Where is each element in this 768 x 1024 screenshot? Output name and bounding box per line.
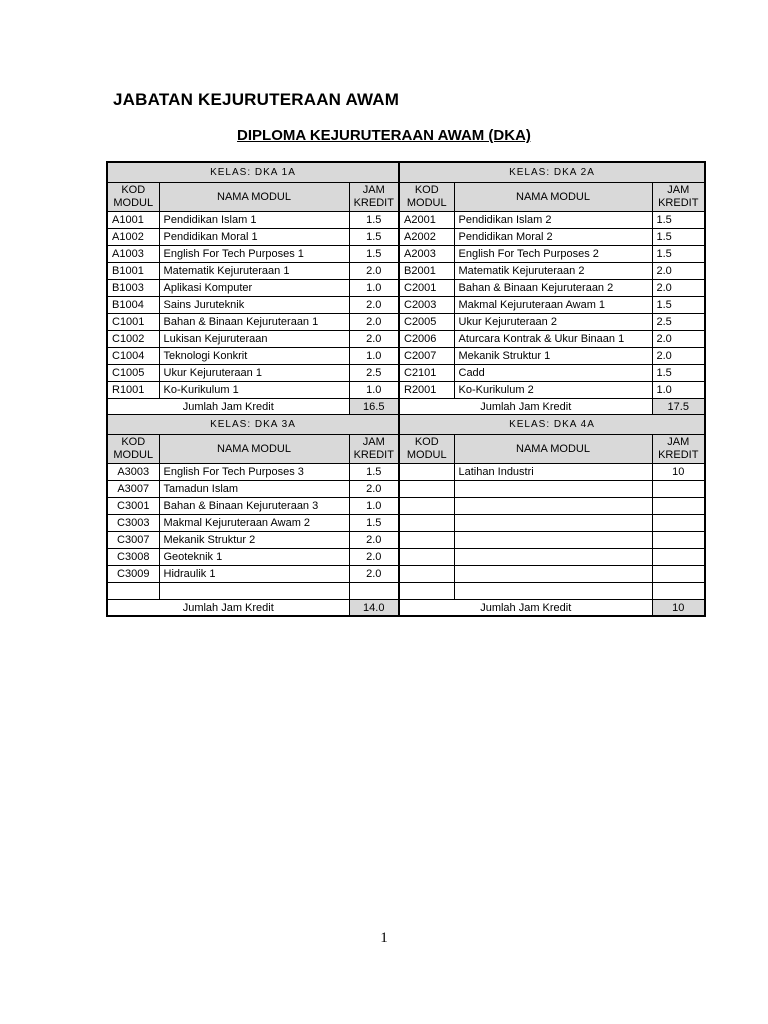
credit-hours: 2.0 xyxy=(349,532,399,549)
module-name: Tamadun Islam xyxy=(159,481,349,498)
total-label: Jumlah Jam Kredit xyxy=(107,399,349,415)
module-name: English For Tech Purposes 1 xyxy=(159,246,349,263)
module-code: B1004 xyxy=(107,297,159,314)
class-header-row xyxy=(107,415,705,435)
credit-hours xyxy=(652,532,705,549)
module-code: C2003 xyxy=(399,297,454,314)
module-name: Cadd xyxy=(454,365,652,382)
module-name: Mekanik Struktur 1 xyxy=(454,348,652,365)
module-name xyxy=(454,481,652,498)
table-row xyxy=(107,382,705,399)
module-name: Bahan & Binaan Kejuruteraan 3 xyxy=(159,498,349,515)
module-code: B1001 xyxy=(107,263,159,280)
module-name xyxy=(159,583,349,600)
module-code: R1001 xyxy=(107,382,159,399)
module-name: Makmal Kejuruteraan Awam 2 xyxy=(159,515,349,532)
jam-kredit-header: JAM KREDIT xyxy=(652,183,705,212)
module-name: Teknologi Konkrit xyxy=(159,348,349,365)
module-name xyxy=(454,583,652,600)
module-code: B2001 xyxy=(399,263,454,280)
table-row xyxy=(107,498,705,515)
module-name xyxy=(454,515,652,532)
column-header-row xyxy=(107,183,705,212)
credit-hours: 1.5 xyxy=(349,246,399,263)
jam-kredit-header: JAM KREDIT xyxy=(349,435,399,464)
module-code xyxy=(399,464,454,481)
total-credit-value: 16.5 xyxy=(349,399,399,415)
module-name: Pendidikan Islam 1 xyxy=(159,212,349,229)
jam-kredit-header: JAM KREDIT xyxy=(652,435,705,464)
credit-hours xyxy=(652,549,705,566)
module-code: A3007 xyxy=(107,481,159,498)
class-label: KELAS: DKA 1A xyxy=(107,162,399,183)
kod-modul-header: KOD MODUL xyxy=(107,435,159,464)
credit-hours: 1.0 xyxy=(349,280,399,297)
credit-hours: 1.0 xyxy=(349,498,399,515)
total-credit-value: 17.5 xyxy=(652,399,705,415)
module-table xyxy=(106,161,706,617)
credit-hours: 1.5 xyxy=(349,515,399,532)
module-code: C1001 xyxy=(107,314,159,331)
total-credit-value: 10 xyxy=(652,600,705,617)
class-label: KELAS: DKA 2A xyxy=(399,162,705,183)
table-row xyxy=(107,532,705,549)
module-code xyxy=(399,532,454,549)
module-code: R2001 xyxy=(399,382,454,399)
module-code: A2001 xyxy=(399,212,454,229)
jam-kredit-header: JAM KREDIT xyxy=(349,183,399,212)
table-row xyxy=(107,229,705,246)
table-row xyxy=(107,212,705,229)
credit-hours: 2.0 xyxy=(349,314,399,331)
module-name: Aturcara Kontrak & Ukur Binaan 1 xyxy=(454,331,652,348)
table-row xyxy=(107,280,705,297)
module-name: Geoteknik 1 xyxy=(159,549,349,566)
module-name: Bahan & Binaan Kejuruteraan 1 xyxy=(159,314,349,331)
table-row xyxy=(107,549,705,566)
table-row xyxy=(107,566,705,583)
total-label: Jumlah Jam Kredit xyxy=(107,600,349,617)
module-code: A1001 xyxy=(107,212,159,229)
table-row xyxy=(107,246,705,263)
credit-hours xyxy=(652,566,705,583)
table-row xyxy=(107,583,705,600)
module-name: Pendidikan Moral 1 xyxy=(159,229,349,246)
module-name: English For Tech Purposes 3 xyxy=(159,464,349,481)
programme-subtitle: DIPLOMA KEJURUTERAAN AWAM (DKA) xyxy=(237,127,531,144)
credit-hours: 1.5 xyxy=(652,212,705,229)
total-label: Jumlah Jam Kredit xyxy=(399,399,652,415)
credit-hours: 2.0 xyxy=(652,263,705,280)
module-code: C2101 xyxy=(399,365,454,382)
nama-modul-header: NAMA MODUL xyxy=(454,183,652,212)
module-code: A1003 xyxy=(107,246,159,263)
credit-hours: 1.5 xyxy=(652,246,705,263)
credit-hours: 1.5 xyxy=(652,229,705,246)
module-code xyxy=(399,583,454,600)
module-name: Matematik Kejuruteraan 1 xyxy=(159,263,349,280)
module-code xyxy=(399,566,454,583)
kod-modul-header: KOD MODUL xyxy=(399,183,454,212)
table-row xyxy=(107,365,705,382)
credit-hours xyxy=(652,515,705,532)
module-code: A3003 xyxy=(107,464,159,481)
credit-hours: 1.5 xyxy=(652,297,705,314)
credit-hours: 1.0 xyxy=(349,348,399,365)
credit-hours: 1.0 xyxy=(349,382,399,399)
module-code: C2005 xyxy=(399,314,454,331)
module-name: Makmal Kejuruteraan Awam 1 xyxy=(454,297,652,314)
module-name: English For Tech Purposes 2 xyxy=(454,246,652,263)
credit-hours: 1.5 xyxy=(652,365,705,382)
credit-hours: 2.0 xyxy=(652,348,705,365)
nama-modul-header: NAMA MODUL xyxy=(454,435,652,464)
table-row xyxy=(107,331,705,348)
module-name: Hidraulik 1 xyxy=(159,566,349,583)
credit-hours: 1.5 xyxy=(349,229,399,246)
module-code: C3003 xyxy=(107,515,159,532)
table-row xyxy=(107,314,705,331)
table-row xyxy=(107,464,705,481)
module-name: Pendidikan Moral 2 xyxy=(454,229,652,246)
credit-hours: 2.0 xyxy=(349,297,399,314)
credit-hours: 1.5 xyxy=(349,212,399,229)
module-code: C2007 xyxy=(399,348,454,365)
credit-hours: 2.5 xyxy=(349,365,399,382)
module-name xyxy=(454,498,652,515)
module-code: C3008 xyxy=(107,549,159,566)
table-row xyxy=(107,348,705,365)
credit-hours: 2.0 xyxy=(652,280,705,297)
module-name: Matematik Kejuruteraan 2 xyxy=(454,263,652,280)
class-label: KELAS: DKA 3A xyxy=(107,415,399,435)
module-name: Pendidikan Islam 2 xyxy=(454,212,652,229)
module-code: C1002 xyxy=(107,331,159,348)
module-name: Ko-Kurikulum 1 xyxy=(159,382,349,399)
nama-modul-header: NAMA MODUL xyxy=(159,183,349,212)
module-name: Mekanik Struktur 2 xyxy=(159,532,349,549)
module-code: A2002 xyxy=(399,229,454,246)
module-code xyxy=(399,498,454,515)
credit-hours: 2.0 xyxy=(349,481,399,498)
module-code: C2006 xyxy=(399,331,454,348)
module-code: C3009 xyxy=(107,566,159,583)
total-label: Jumlah Jam Kredit xyxy=(399,600,652,617)
credit-hours: 1.0 xyxy=(652,382,705,399)
credit-hours: 2.5 xyxy=(652,314,705,331)
module-code: B1003 xyxy=(107,280,159,297)
credit-hours: 2.0 xyxy=(349,566,399,583)
module-code xyxy=(399,549,454,566)
class-label: KELAS: DKA 4A xyxy=(399,415,705,435)
table-row xyxy=(107,263,705,280)
kod-modul-header: KOD MODUL xyxy=(107,183,159,212)
module-code: C1005 xyxy=(107,365,159,382)
table-row xyxy=(107,515,705,532)
credit-hours: 1.5 xyxy=(349,464,399,481)
credit-hours: 2.0 xyxy=(349,549,399,566)
credit-hours: 2.0 xyxy=(652,331,705,348)
credit-hours: 10 xyxy=(652,464,705,481)
total-credit-value: 14.0 xyxy=(349,600,399,617)
module-name: Latihan Industri xyxy=(454,464,652,481)
kod-modul-header: KOD MODUL xyxy=(399,435,454,464)
module-code: C1004 xyxy=(107,348,159,365)
module-name xyxy=(454,549,652,566)
credit-hours xyxy=(652,583,705,600)
credit-hours: 2.0 xyxy=(349,331,399,348)
module-code xyxy=(399,481,454,498)
module-name: Ukur Kejuruteraan 1 xyxy=(159,365,349,382)
module-code: C2001 xyxy=(399,280,454,297)
module-name: Ko-Kurikulum 2 xyxy=(454,382,652,399)
total-row xyxy=(107,600,705,617)
nama-modul-header: NAMA MODUL xyxy=(159,435,349,464)
module-name xyxy=(454,532,652,549)
credit-hours xyxy=(652,481,705,498)
module-code: A2003 xyxy=(399,246,454,263)
column-header-row xyxy=(107,435,705,464)
module-name: Sains Juruteknik xyxy=(159,297,349,314)
total-row xyxy=(107,399,705,415)
module-table-body xyxy=(107,162,705,616)
module-code: C3001 xyxy=(107,498,159,515)
table-row xyxy=(107,481,705,498)
class-header-row xyxy=(107,162,705,183)
credit-hours xyxy=(652,498,705,515)
module-name: Ukur Kejuruteraan 2 xyxy=(454,314,652,331)
credit-hours xyxy=(349,583,399,600)
module-code: A1002 xyxy=(107,229,159,246)
module-code xyxy=(107,583,159,600)
module-name xyxy=(454,566,652,583)
module-name: Aplikasi Komputer xyxy=(159,280,349,297)
table-row xyxy=(107,297,705,314)
module-name: Bahan & Binaan Kejuruteraan 2 xyxy=(454,280,652,297)
module-name: Lukisan Kejuruteraan xyxy=(159,331,349,348)
department-heading: JABATAN KEJURUTERAAN AWAM xyxy=(113,90,400,109)
module-code: C3007 xyxy=(107,532,159,549)
module-code xyxy=(399,515,454,532)
credit-hours: 2.0 xyxy=(349,263,399,280)
page-number: 1 xyxy=(380,930,388,946)
